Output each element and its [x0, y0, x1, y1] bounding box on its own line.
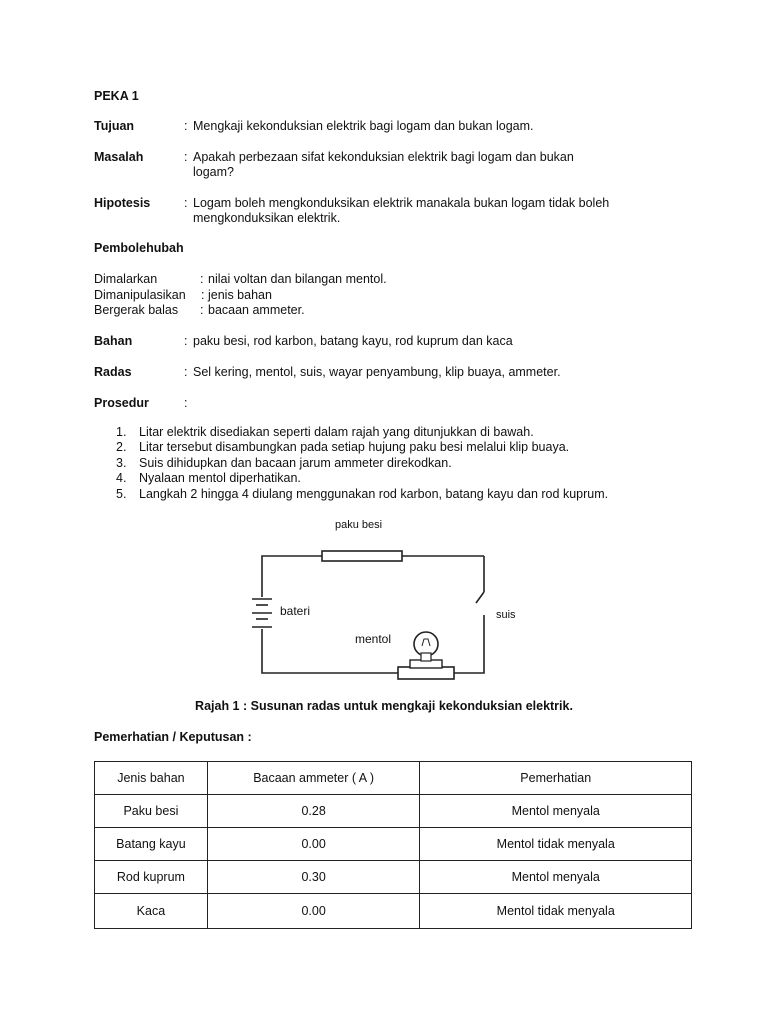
figure-caption: Rajah 1 : Susunan radas untuk mengkaji kekonduksian elektrik. [195, 699, 573, 713]
hipotesis-text-line2: mengkonduksikan elektrik. [193, 211, 341, 225]
table-cell: Batang kayu [95, 828, 208, 861]
masalah-label: Masalah [94, 150, 144, 164]
table-cell: Paku besi [95, 795, 208, 828]
masalah-text-line2: logam? [193, 165, 234, 179]
table-cell: 0.00 [207, 828, 420, 861]
table-cell: 0.00 [207, 894, 420, 929]
table-row [95, 795, 692, 828]
page-title: PEKA 1 [94, 89, 139, 103]
bergerak-balas-separator: : [200, 303, 204, 317]
mentol-label: mentol [355, 632, 392, 646]
radas-text: Sel kering, mentol, suis, wayar penyambung, klip buaya, ammeter. [193, 365, 561, 379]
table-header-cell: Pemerhatian [420, 762, 692, 795]
radas-label: Radas [94, 365, 132, 379]
table-cell: Mentol menyala [420, 795, 692, 828]
pembolehubah-heading: Pembolehubah [94, 241, 184, 255]
hipotesis-row [94, 196, 694, 226]
paku-besi-label: paku besi [335, 519, 383, 531]
tujuan-text: Mengkaji kekonduksian elektrik bagi logam dan bukan logam. [193, 119, 534, 133]
bahan-label: Bahan [94, 334, 133, 348]
suis-label: suis [496, 609, 516, 621]
radas-row [94, 365, 694, 380]
dimanipulasikan-separator: : [201, 288, 205, 302]
bahan-row [94, 334, 694, 349]
hipotesis-label: Hipotesis [94, 196, 151, 210]
table-header-row [95, 762, 692, 795]
table-cell: Mentol menyala [420, 861, 692, 894]
table-cell: 0.30 [207, 861, 420, 894]
prosedur-label: Prosedur [94, 396, 149, 410]
mentol-icon [414, 632, 438, 661]
tujuan-row [94, 119, 694, 134]
dimalarkan-label: Dimalarkan [94, 272, 158, 286]
table-row [95, 861, 692, 894]
hipotesis-separator: : [184, 196, 188, 210]
bateri-label: bateri [280, 604, 311, 618]
table-row [95, 894, 692, 929]
bergerak-balas-label: Bergerak balas [94, 303, 179, 317]
dimalarkan-text: nilai voltan dan bilangan mentol. [208, 272, 387, 286]
radas-separator: : [184, 365, 188, 379]
table-row [95, 828, 692, 861]
dimanipulasikan-text: jenis bahan [208, 288, 272, 302]
dimalarkan-separator: : [200, 272, 204, 286]
paku-besi-rod [322, 551, 402, 561]
bahan-text: paku besi, rod karbon, batang kayu, rod kuprum dan kaca [193, 334, 513, 348]
prosedur-separator: : [184, 396, 188, 410]
prosedur-row [94, 396, 694, 411]
masalah-text-line1: Apakah perbezaan sifat kekonduksian elektrik bagi logam dan bukan [193, 150, 574, 164]
lamp-holder [398, 667, 454, 679]
table-header-cell: Jenis bahan [95, 762, 208, 795]
pemerhatian-heading: Pemerhatian / Keputusan : [94, 730, 252, 744]
bateri-icon [252, 599, 272, 627]
table-cell: 0.28 [207, 795, 420, 828]
table-cell: Kaca [95, 894, 208, 929]
table-header-cell: Bacaan ammeter ( A ) [207, 762, 420, 795]
bahan-separator: : [184, 334, 188, 348]
tujuan-label: Tujuan [94, 119, 135, 133]
table-cell: Rod kuprum [95, 861, 208, 894]
circuit-diagram [250, 515, 520, 687]
table-cell: Mentol tidak menyala [420, 894, 692, 929]
dimanipulasikan-label: Dimanipulasikan [94, 288, 186, 302]
suis-icon [476, 592, 484, 603]
hipotesis-text-line1: Logam boleh mengkonduksikan elektrik manakala bukan logam tidak boleh [193, 196, 610, 210]
masalah-row [94, 150, 694, 180]
masalah-separator: : [184, 150, 188, 164]
tujuan-separator: : [184, 119, 188, 133]
bergerak-balas-text: bacaan ammeter. [208, 303, 305, 317]
observation-table [94, 761, 692, 929]
table-cell: Mentol tidak menyala [420, 828, 692, 861]
